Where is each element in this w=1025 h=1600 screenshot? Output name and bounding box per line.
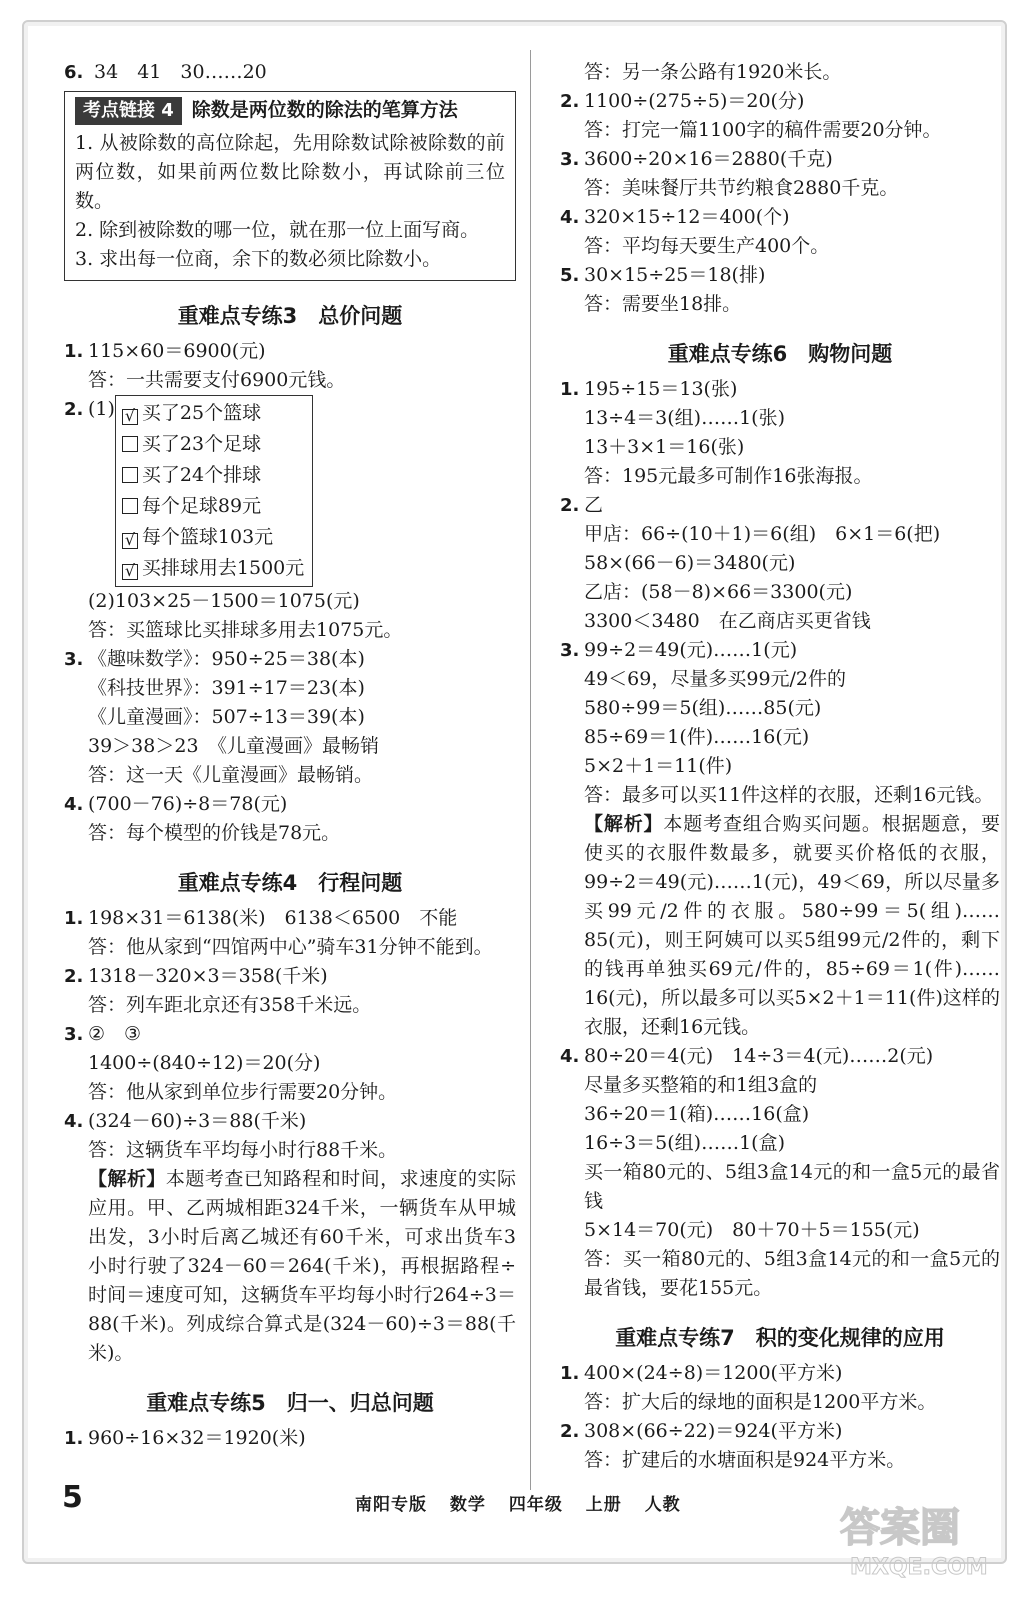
s6-line: 36÷20＝1(箱)……16(盒) — [584, 1103, 810, 1125]
s6-answer-1: 答：195元最多可制作16张海报。 — [584, 465, 873, 487]
s5-answer-1: 答：另一条公路有1920米长。 — [584, 61, 842, 83]
s3-equation-2: (2)103×25－1500＝1075(元) — [88, 590, 360, 612]
key-point-item-1: 1. 从被除数的高位除起，先用除数试除被除数的前两位数，如果前两位数比除数小，再试除前三位数。 — [75, 132, 505, 212]
checkbox-icon — [122, 436, 138, 452]
checkbox-icon — [122, 498, 138, 514]
s6-line: 13＋3×1＝16(张) — [584, 436, 745, 458]
s6-analysis: 【解析】本题考查组合购买问题。根据题意，要使买的衣服件数最多，就要买价格低的衣服，99÷2＝49(元)……1(元)，49＜69，所以尽量多买99元/2件的衣服。580÷99＝5(组)……85(元)，则王阿姨可以买5组99元/2件的，剩下的钱再单独买69元/件的，85÷69＝1(件)……16(元)，所以最多可以买5×2＋1＝11(件)这样的衣服，还剩16元钱。 — [584, 813, 1000, 1038]
s5-answer-3: 答：美味餐厅共节约粮食2880千克。 — [584, 177, 899, 199]
s3-problem-1: 1. 115×60＝6900(元) — [64, 340, 266, 362]
s5-problem-4: 4. 320×15÷12＝400(个) — [560, 206, 790, 228]
left-column — [64, 58, 516, 1453]
checkbox-icon: √ — [122, 564, 138, 580]
s6-problem-4: 4. 80÷20＝4(元) 14÷3＝4(元)……2(元) — [560, 1045, 934, 1067]
s6-problem-1: 1. 195÷15＝13(张) — [560, 378, 738, 400]
s6-line: 580÷99＝5(组)……85(元) — [584, 697, 822, 719]
s4-problem-3: 3. ② ③ — [64, 1023, 142, 1045]
checkbox-icon: √ — [122, 533, 138, 549]
checkbox-option: 买了24个排球 — [122, 460, 304, 491]
s6-line: 5×14＝70(元) 80＋70＋5＝155(元) — [584, 1219, 920, 1241]
s3-problem-2: 2. (1) √ 买了25个篮球 买了23个足球 买了24个排球 每个足球89元 √ 每个篮球103元 √ 买排球用去1500元 — [64, 395, 516, 587]
s6-line: 16÷3＝5(组)……1(盒) — [584, 1132, 786, 1154]
s6-line: 85÷69＝1(件)……16(元) — [584, 726, 810, 748]
checkbox-list — [115, 395, 313, 587]
s3-answer-4: 答：每个模型的价钱是78元。 — [88, 822, 341, 844]
s3-line: 《科技世界》：391÷17＝23(本) — [88, 677, 365, 699]
column-divider — [530, 50, 531, 1490]
page-number: 5 — [62, 1480, 83, 1515]
s7-problem-2: 2. 308×(66÷22)＝924(平方米) — [560, 1420, 843, 1442]
answer-6: 6. 34 41 30……20 — [64, 61, 267, 83]
s5-problem-2: 2. 1100÷(275÷5)＝20(分) — [560, 90, 805, 112]
footer-text: 南阳专版 数学 四年级 上册 人教 — [355, 1495, 681, 1515]
s4-answer-3: 答：他从家到单位步行需要20分钟。 — [88, 1081, 398, 1103]
s4-problem-4: 4. (324－60)÷3＝88(千米) — [64, 1110, 307, 1132]
checkbox-icon — [122, 467, 138, 483]
s3-answer-2: 答：买篮球比买排球多用去1075元。 — [88, 619, 403, 641]
s4-analysis: 【解析】本题考查已知路程和时间，求速度的实际应用。甲、乙两城相距324千米，一辆货车从甲城出发，3小时后离乙城还有60千米，可求出货车3小时行驶了324－60＝264(千米)，再根据路程÷时间＝速度可知，这辆货车平均每小时行264÷3＝88(千米)。列成综合算式是(324－60)÷3＝88(千米)。 — [88, 1168, 516, 1364]
key-point-title: 除数是两位数的除法的笔算方法 — [191, 99, 458, 121]
section-heading-3: 重难点专练3 总价问题 — [177, 304, 403, 328]
s4-answer-1: 答：他从家到“四馆两中心”骑车31分钟不能到。 — [88, 936, 493, 958]
s3-line: 39＞38＞23 《儿童漫画》最畅销 — [88, 735, 380, 757]
s4-problem-2: 2. 1318－320×3＝358(千米) — [64, 965, 328, 987]
checkbox-option: √ 买了25个篮球 — [122, 398, 304, 429]
checkbox-option: 买了23个足球 — [122, 429, 304, 460]
s6-answer-4: 答：买一箱80元的、5组3盒14元的和一盒5元的最省钱，要花155元。 — [584, 1248, 1000, 1299]
s3-answer-1: 答：一共需要支付6900元钱。 — [88, 369, 346, 391]
checkbox-option: 每个足球89元 — [122, 491, 304, 522]
s6-line: 乙店：(58－8)×66＝3300(元) — [584, 581, 853, 603]
s5-answer-5: 答：需要坐18排。 — [584, 293, 742, 315]
s5-answer-4: 答：平均每天要生产400个。 — [584, 235, 830, 257]
s6-problem-3: 3. 99÷2＝49(元)……1(元) — [560, 639, 798, 661]
watermark-text: 答案圈 — [840, 1505, 960, 1551]
key-point-item-3: 3. 求出每一位商，余下的数必须比除数小。 — [75, 248, 442, 270]
s6-line: 甲店：66÷(10＋1)＝6(组) 6×1＝6(把) — [584, 523, 941, 545]
right-column — [560, 58, 1000, 1475]
key-point-item-2: 2. 除到被除数的哪一位，就在那一位上面写商。 — [75, 219, 480, 241]
s4-answer-4: 答：这辆货车平均每小时行88千米。 — [88, 1139, 398, 1161]
s6-line: 5×2＋1＝11(件) — [584, 755, 733, 777]
s3-answer-3: 答：这一天《儿童漫画》最畅销。 — [88, 764, 374, 786]
s6-line: 尽量多买整箱的和1组3盒的 — [584, 1074, 818, 1096]
s7-answer-2: 答：扩建后的水塘面积是924平方米。 — [584, 1449, 906, 1471]
section-heading-4: 重难点专练4 行程问题 — [177, 871, 403, 895]
s7-problem-1: 1. 400×(24÷8)＝1200(平方米) — [560, 1362, 843, 1384]
s5-problem-3: 3. 3600÷20×16＝2880(千克) — [560, 148, 833, 170]
section-heading-7: 重难点专练7 积的变化规律的应用 — [615, 1326, 945, 1350]
watermark-url: MXQE.COM — [850, 1555, 988, 1580]
s6-line: 49＜69，尽量多买99元/2件的 — [584, 668, 847, 690]
s6-answer-3: 答：最多可以买11件这样的衣服，还剩16元钱。 — [584, 784, 994, 806]
s5-answer-2: 答：打完一篇1100字的稿件需要20分钟。 — [584, 119, 942, 141]
s6-line: 3300＜3480 在乙商店买更省钱 — [584, 610, 871, 632]
s7-answer-1: 答：扩大后的绿地的面积是1200平方米。 — [584, 1391, 937, 1413]
checkbox-icon: √ — [122, 409, 138, 425]
checkbox-option: √ 买排球用去1500元 — [122, 553, 304, 584]
watermark-logo — [810, 1486, 1010, 1586]
key-point-tag: 考点链接 4 — [75, 97, 182, 125]
s4-problem-1: 1. 198×31＝6138(米) 6138＜6500 不能 — [64, 907, 458, 929]
key-point-link-box — [64, 91, 516, 281]
s3-line: 《儿童漫画》：507÷13＝39(本) — [88, 706, 365, 728]
s4-equation-3: 1400÷(840÷12)＝20(分) — [88, 1052, 321, 1074]
s6-line: 58×(66－6)＝3480(元) — [584, 552, 796, 574]
s6-line: 买一箱80元的、5组3盒14元的和一盒5元的最省钱 — [584, 1161, 1000, 1212]
s3-problem-3: 3. 《趣味数学》：950÷25＝38(本) — [64, 648, 365, 670]
s3-problem-4: 4. (700－76)÷8＝78(元) — [64, 793, 288, 815]
s5-problem-5: 5. 30×15÷25＝18(排) — [560, 264, 766, 286]
checkbox-option: √ 每个篮球103元 — [122, 522, 304, 553]
s5-problem-1: 1. 960÷16×32＝1920(米) — [64, 1427, 306, 1449]
s6-line: 13÷4＝3(组)……1(张) — [584, 407, 786, 429]
section-heading-5: 重难点专练5 归一、归总问题 — [146, 1391, 434, 1415]
s6-problem-2: 2. 乙 — [560, 494, 604, 516]
section-heading-6: 重难点专练6 购物问题 — [667, 342, 893, 366]
s4-answer-2: 答：列车距北京还有358千米远。 — [88, 994, 372, 1016]
